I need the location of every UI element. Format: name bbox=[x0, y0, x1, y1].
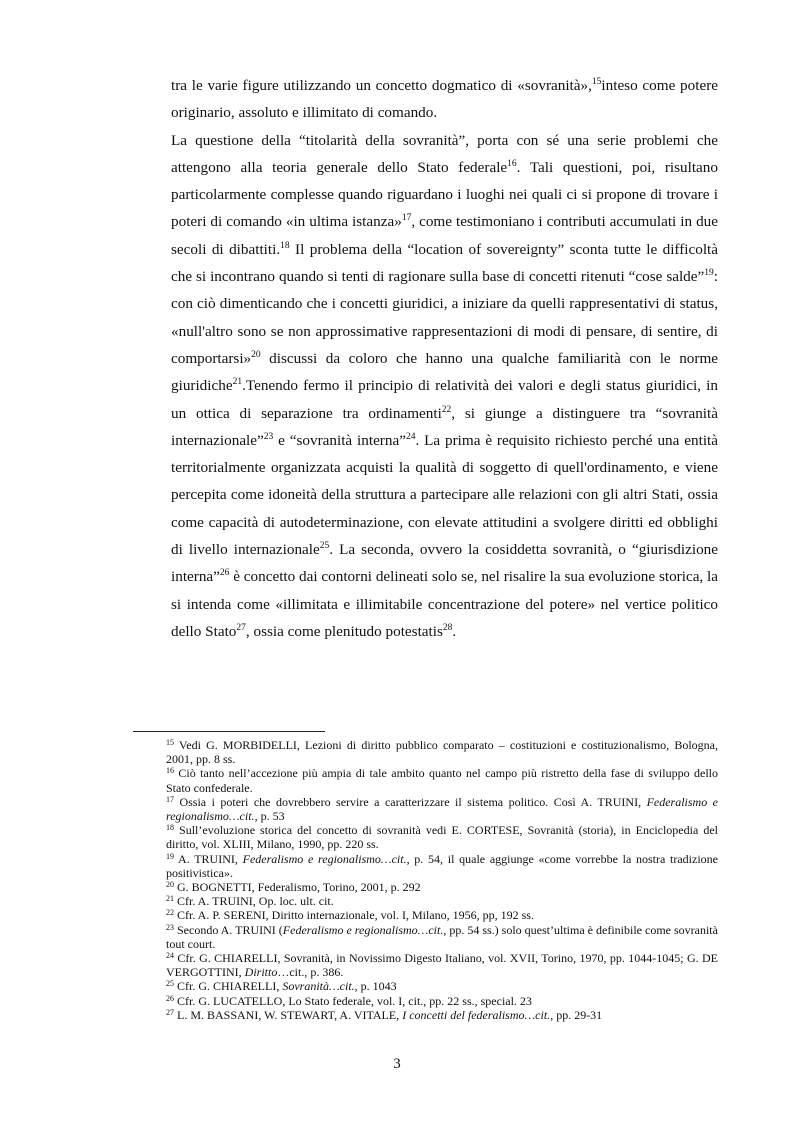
footnote-26: $^{26}$ Cfr. G. LUCATELLO, Lo Stato federale, vol. I, cit., pp. 22 ss., special. 23 bbox=[166, 993, 532, 1008]
footnote-ref-21: 21 bbox=[232, 377, 243, 388]
footnote-18: $^{18}$ Sull’evoluzione storica del concetto di sovranità vedi E. CORTESE, Sovranità (storia), in Enciclopedia del diritto, vol. XLIII, Milano, 1990, pp. 220 ss. bbox=[166, 823, 718, 852]
footnote-15: $^{15}$ Vedi G. MORBIDELLI, Lezioni di diritto pubblico comparato – costituzioni e costituzionalismo, Bologna, 2001, pp. 8 ss. bbox=[166, 738, 718, 767]
paragraph-2: La questione della “titolarità della sovranità”, porta con sé una serie problemi che attengono alla teoria generale dello Stato federale$^{16}$. Tali questioni, poi, risultano particolarmente complesse quando riguardano i luoghi nei quali ci si propone di trovare i poteri di comando «in ultima istanza»$^{17}$, come testimoniano i contributi accumulati in due secoli di dibattiti.$^{18}$ Il problema della “location of sovereignty” sconta tutte le difficoltà che si incontrano quando si tenti di ragionare sulla base di concetti ritenuti “cose salde”$^{19}$: con ciò dimenticando che i concetti giuridici, a iniziare da quelli rappresentativi di status, «null'altro sono se non approssimative rappresentazioni di modi di pensare, di sentire, di comportarsi»$^{20}$ discussi da coloro che hanno una qualche familiarità con le norme giuridiche$^{21}$.Tenendo fermo il principio di relatività dei valori e degli status giuridici, in un ottica di separazione tra ordinamenti$^{22}$, si giunge a distinguere tra “sovranità internazionale”$^{23}$ e “sovranità interna”$^{24}$. La prima è requisito richiesto perché una entità territorialmente organizzata acquisti la qualità di soggetto di quell'ordinamento, e viene percepita come idoneità della struttura a partecipare alle relazioni con gli altri Stati, ossia come capacità di autodeterminazione, con elevate attitudini a svolgere diritti ed obblighi di livello internazionale$^{25}$. La seconda, ovvero la cosiddetta sovranità, o “giurisdizione interna”$^{26}$ è concetto dai contorni delineati solo se, nel risalire la sua evoluzione storica, la si intenda come «illimitata e illimitabile concentrazione del potere» nel vertice politico dello Stato$^{27}$, ossia come plenitudo potestatis$^{28}$. bbox=[171, 131, 719, 640]
main-text bbox=[171, 72, 718, 645]
footnote-ref-25: 25 bbox=[319, 541, 330, 552]
footnote-ref-24: 24 bbox=[405, 431, 416, 442]
footnote-20: $^{20}$ G. BOGNETTI, Federalismo, Torino, 2001, p. 292 bbox=[166, 880, 421, 895]
footnote-23: $^{23}$ Secondo A. TRUINI (Federalismo e regionalismo…cit., pp. 54 ss.) solo quest’ultima è definibile come sovranità tout court. bbox=[166, 922, 718, 951]
footnote-22: $^{22}$ Cfr. A. P. SERENI, Diritto internazionale, vol. I, Milano, 1956, pp, 192 ss. bbox=[166, 908, 534, 923]
footnote-ref-26: 26 bbox=[219, 568, 230, 579]
footnote-17: $^{17}$ Ossia i poteri che dovrebbero servire a caratterizzare il sistema politico. Così A. TRUINI, Federalismo e regionalismo…cit., p. 53 bbox=[166, 794, 719, 824]
footnote-ref-28: 28 bbox=[442, 622, 453, 633]
footnote-ref-16: 16 bbox=[507, 158, 517, 169]
footnote-16: $^{16}$ Ciò tanto nell’accezione più ampia di tale ambito quanto nel campo più ristretto della fase di sviluppo dello Stato confederale. bbox=[166, 766, 718, 795]
footnotes bbox=[166, 738, 718, 1022]
page-number: 3 bbox=[393, 1056, 401, 1072]
footnote-separator bbox=[133, 731, 325, 732]
footnote-24: $^{24}$ Cfr. G. CHIARELLI, Sovranità, in Novissimo Digesto Italiano, vol. XVII, Torino, 1970, pp. 1044-1045; G. DE VERGOTTINI, Diritto…cit., p. 386. bbox=[166, 951, 718, 980]
footnote-ref-15: 15 bbox=[591, 77, 602, 87]
footnote-27: $^{27}$ L. M. BASSANI, W. STEWART, A. VITALE, I concetti del federalismo…cit., pp. 29-31 bbox=[166, 1007, 603, 1022]
paragraph-1: tra le varie figure utilizzando un concetto dogmatico di «sovranità»,$^{15}$inteso come potere originario, assoluto e illimitato di comando. bbox=[171, 77, 718, 122]
footnote-ref-18: 18 bbox=[280, 240, 290, 251]
footnote-ref-23: 23 bbox=[263, 431, 274, 442]
footnote-19: $^{19}$ A. TRUINI, Federalismo e regionalismo…cit., p. 54, il quale aggiunge «come vorrebbe la nostra tradizione positivistica». bbox=[166, 851, 719, 880]
footnote-ref-22: 22 bbox=[441, 404, 452, 415]
footnote-25: $^{25}$ Cfr. G. CHIARELLI, Sovranità…cit., p. 1043 bbox=[166, 979, 397, 994]
footnote-ref-19: 19 bbox=[704, 268, 714, 279]
footnote-ref-17: 17 bbox=[401, 213, 412, 224]
footnote-ref-27: 27 bbox=[236, 622, 246, 633]
footnote-ref-20: 20 bbox=[251, 349, 261, 360]
footnote-21: $^{21}$ Cfr. A. TRUINI, Op. loc. ult. cit. bbox=[166, 894, 334, 909]
